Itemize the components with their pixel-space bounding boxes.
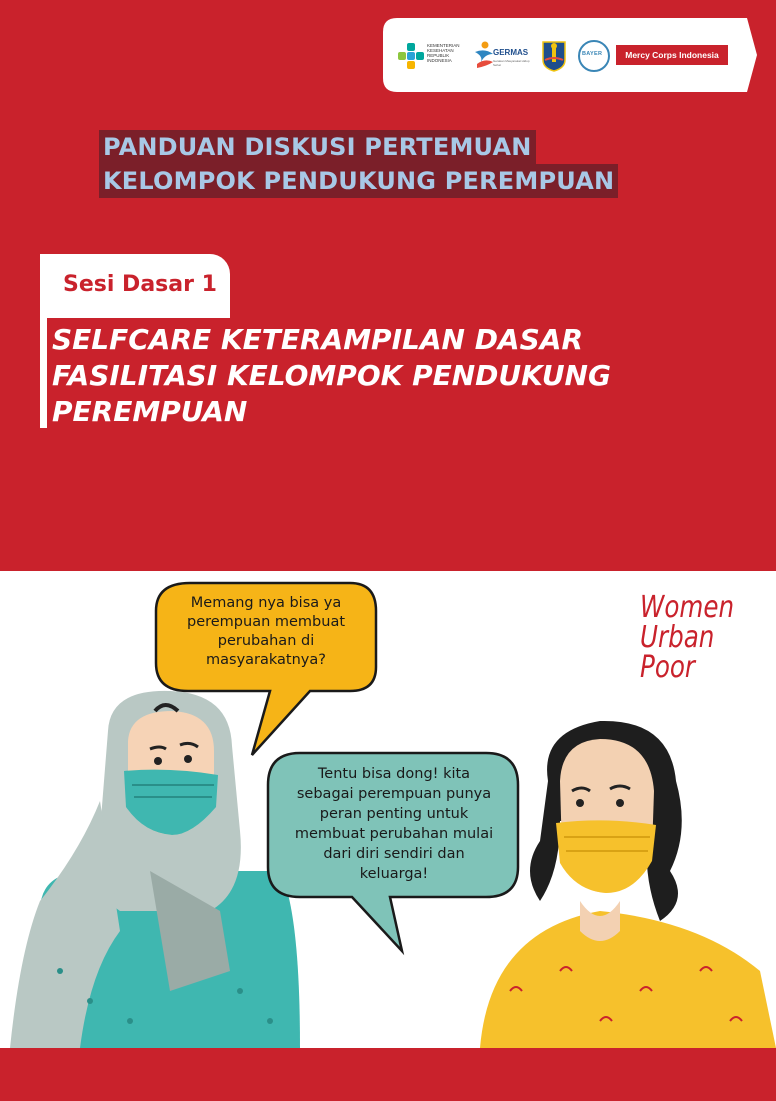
- session-subtitle: [52, 322, 612, 430]
- brand-word-2: Urban: [640, 620, 715, 655]
- jakarta-crest-logo: [541, 40, 567, 72]
- germas-subtext: Gerakan Masyarakat Hidup Sehat: [493, 59, 530, 67]
- germas-logo: [473, 40, 537, 72]
- brand-word-3: Poor: [640, 650, 696, 685]
- bubble2-line-2: sebagai perempuan punya: [296, 786, 492, 802]
- bubble2-line-5: dari diri sendiri dan: [323, 846, 465, 862]
- jakarta-crest-icon: [541, 40, 567, 72]
- brand-word-1: Women: [640, 590, 735, 625]
- partner-logo-bar: [383, 18, 757, 92]
- germas-text: GERMAS: [493, 48, 529, 57]
- bubble2-line-4: membuat perubahan mulai: [294, 826, 494, 842]
- bubble1-line-3: perubahan di: [217, 633, 315, 649]
- bubble1-line-1: Memang nya bisa ya: [190, 595, 342, 611]
- bubble2-line-6: keluarga!: [359, 866, 429, 882]
- subtitle-accent-bar: [40, 318, 47, 428]
- subtitle-line-3: PEREMPUAN: [52, 395, 248, 428]
- cover-illustration: [0, 571, 776, 1048]
- bubble1-line-4: masyarakatnya?: [206, 652, 326, 668]
- subtitle-line-1: SELFCARE KETERAMPILAN DASAR: [52, 323, 584, 356]
- title-line-2: KELOMPOK PENDUKUNG PEREMPUAN: [99, 164, 618, 198]
- mercy-corps-logo: Mercy Corps Indonesia: [616, 45, 728, 65]
- bayer-logo: [578, 40, 610, 72]
- bayer-horizontal-text: BAYER: [582, 51, 603, 57]
- bubble2-line-3: peran penting untuk: [319, 806, 469, 822]
- document-title: [99, 130, 619, 198]
- session-label: Sesi Dasar 1: [63, 272, 217, 297]
- subtitle-line-2: FASILITASI KELOMPOK PENDUKUNG: [52, 359, 611, 392]
- woman-short-hair-figure: [480, 721, 776, 1048]
- kemenkes-text: KEMENTERIAN KESEHATAN REPUBLIK INDONESIA: [427, 43, 460, 63]
- speech-bubble-2-text: [280, 764, 508, 884]
- germas-figure-icon: [473, 40, 495, 70]
- speech-bubble-1-text: [168, 594, 364, 670]
- bubble2-line-1: Tentu bisa dong! kita: [317, 766, 471, 782]
- title-line-1: PANDUAN DISKUSI PERTEMUAN: [99, 130, 536, 164]
- bubble1-line-2: perempuan membuat: [186, 614, 346, 630]
- kemenkes-emblem-icon: [397, 42, 425, 70]
- session-tab: [40, 254, 230, 318]
- women-urban-poor-logo: [640, 590, 735, 685]
- kemenkes-logo: [397, 42, 465, 72]
- cover-footer-band: [0, 1048, 776, 1101]
